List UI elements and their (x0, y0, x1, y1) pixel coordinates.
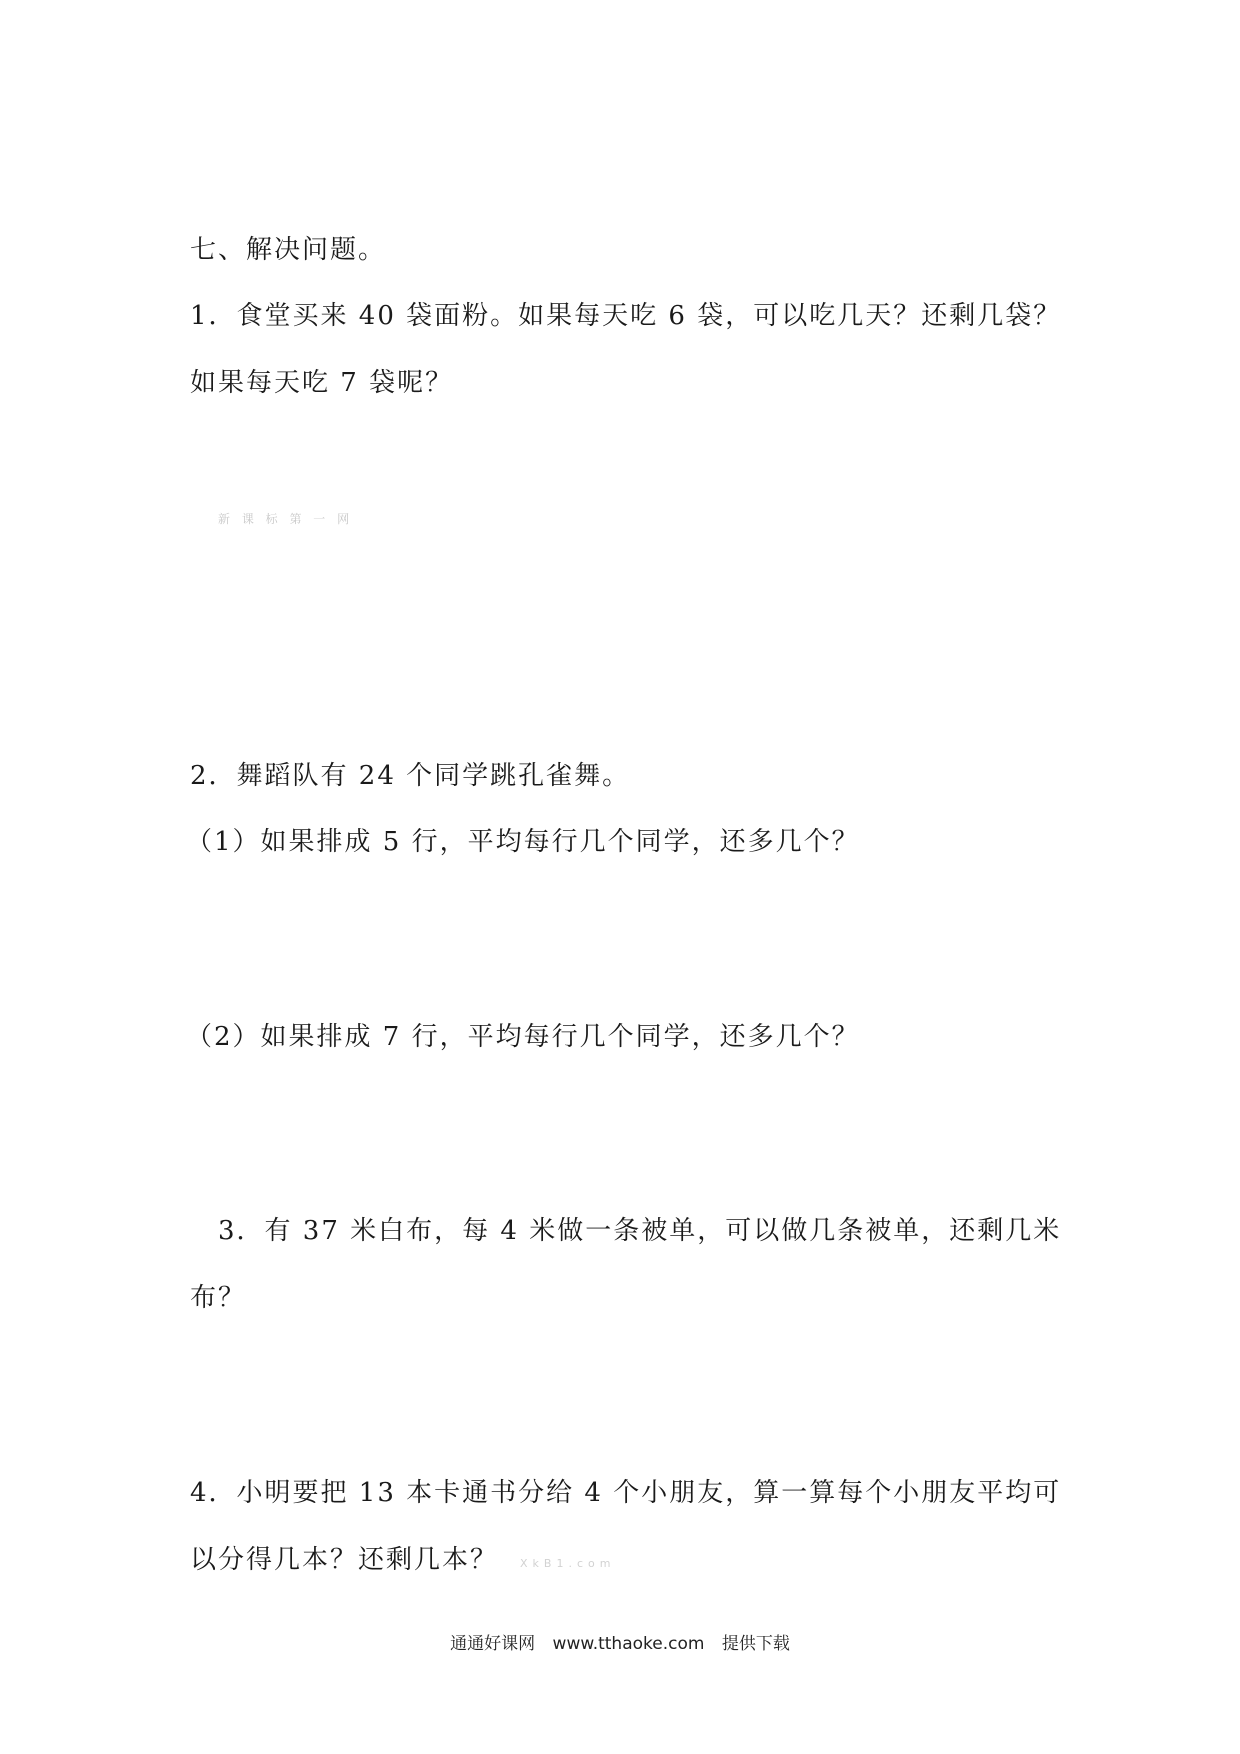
question-1-line-1: 1．食堂买来 40 袋面粉。如果每天吃 6 袋，可以吃几天？还剩几袋？ (190, 301, 1062, 331)
question-4-line-2: 以分得几本？还剩几本？ (190, 1545, 499, 1575)
watermark-text: 新 课 标 第 一 网 (218, 512, 354, 526)
question-2-subquestion-1: （1）如果排成 5 行，平均每行几个同学，还多几个？ (186, 827, 860, 857)
question-1-line-2: 如果每天吃 7 袋呢？ (190, 368, 454, 398)
footer-suffix: 提供下载 (721, 1634, 790, 1654)
question-3-line-1: 3．有 37 米白布，每 4 米做一条被单，可以做几条被单，还剩几米 (218, 1216, 1062, 1246)
question-3-line-2: 布？ (190, 1283, 247, 1313)
footer-site-name: 通通好课网 (450, 1634, 536, 1654)
question-2-subquestion-2: （2）如果排成 7 行，平均每行几个同学，还多几个？ (186, 1022, 860, 1052)
question-2-line-1: 2．舞蹈队有 24 个同学跳孔雀舞。 (190, 761, 631, 791)
footer-url-link[interactable]: www.tthaoke.com (552, 1634, 705, 1654)
section-title: 七、解决问题。 (190, 235, 387, 265)
question-4-line-1: 4．小明要把 13 本卡通书分给 4 个小朋友，算一算每个小朋友平均可 (190, 1478, 1062, 1508)
page-footer (0, 1629, 1240, 1654)
watermark-url: XkB1.com (520, 1557, 616, 1570)
